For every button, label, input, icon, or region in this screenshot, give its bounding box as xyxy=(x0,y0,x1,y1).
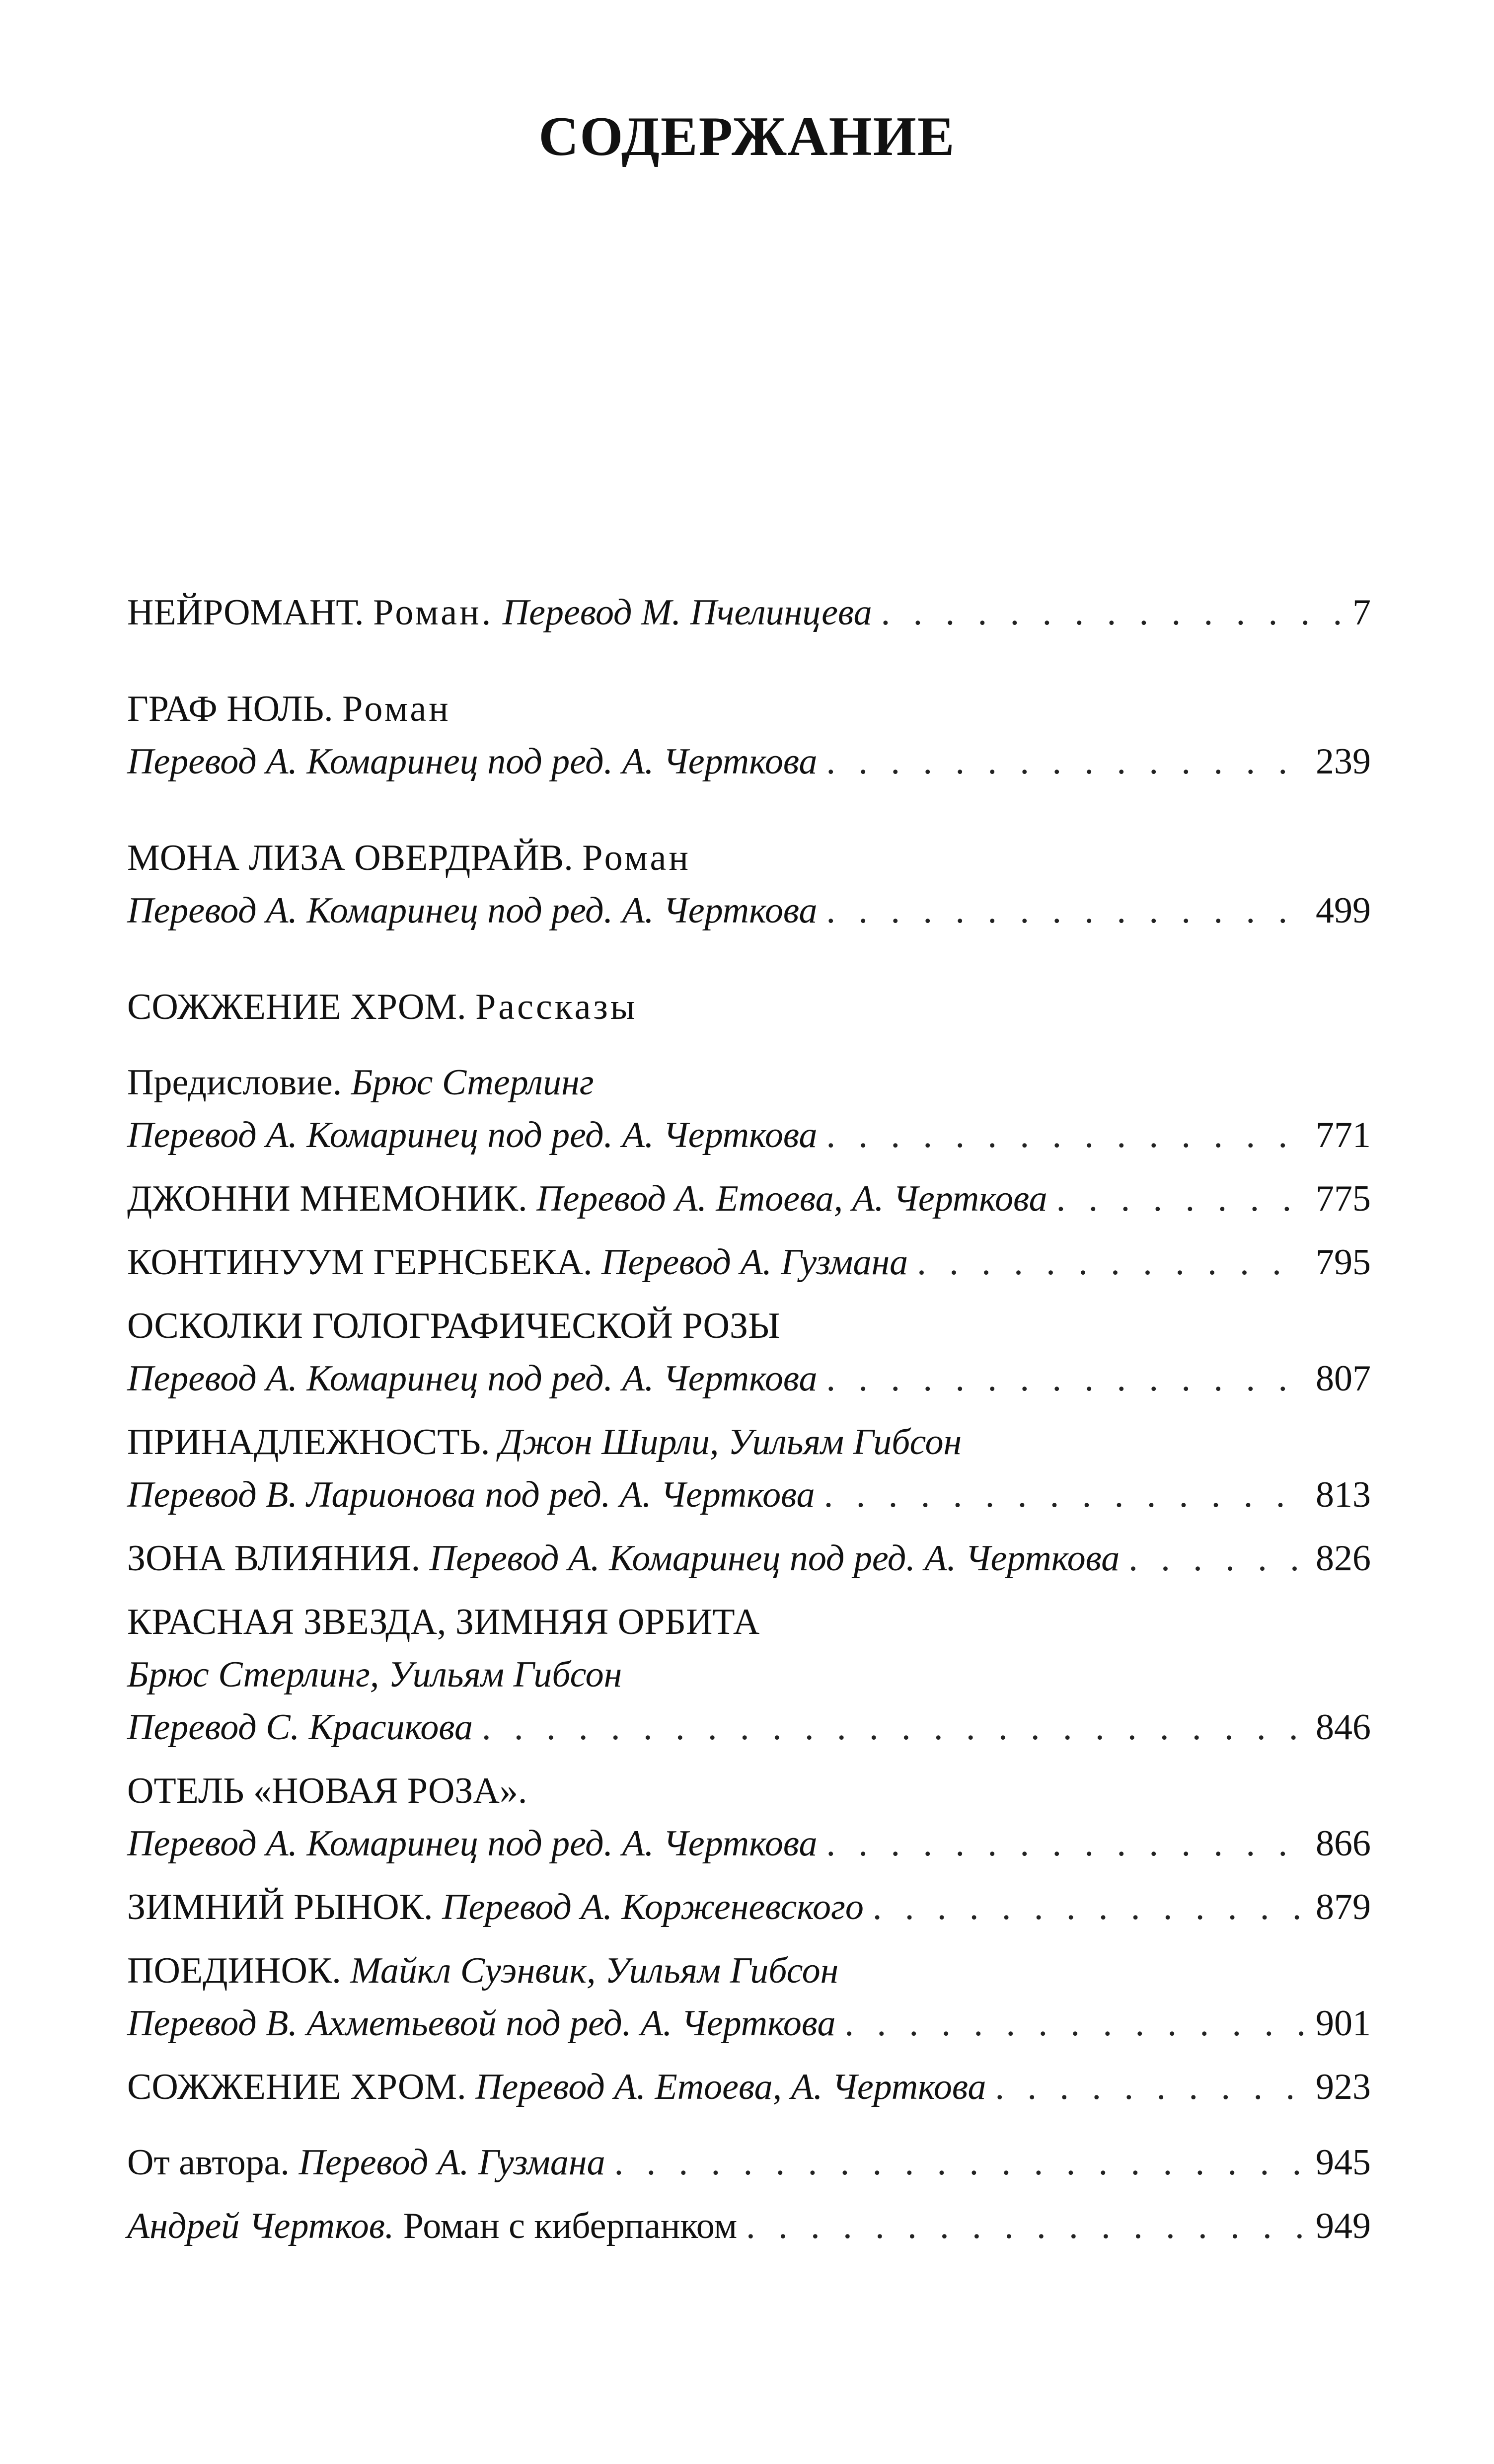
entry-page-number: 813 xyxy=(1316,1474,1371,1515)
toc-entry-winter-market[interactable] xyxy=(127,1883,1371,1931)
entry-title: ОСКОЛКИ ГОЛОГРАФИЧЕСКОЙ РОЗЫ xyxy=(127,1306,780,1346)
entry-title: ГРАФ НОЛЬ. xyxy=(127,689,333,729)
toc-entry-red-star[interactable] xyxy=(127,1598,1371,1646)
entry-author: Андрей Чертков. xyxy=(127,2206,394,2246)
toc-entry-johnny-mnemonic[interactable] xyxy=(127,1175,1371,1223)
entry-authors: Джон Ширли, Уильям Гибсон xyxy=(499,1422,962,1463)
dot-leader xyxy=(845,2000,1307,2047)
entry-page-number: 826 xyxy=(1316,1538,1371,1579)
entry-page-number: 879 xyxy=(1316,1887,1371,1927)
entry-title: НЕЙРОМАНТ. xyxy=(127,592,364,633)
toc-entry-dogfight[interactable] xyxy=(127,1947,1371,1995)
toc-entry-hologram-rose-translator[interactable] xyxy=(127,1355,1371,1402)
entry-title: СОЖЖЕНИЕ ХРОМ. xyxy=(127,2067,466,2107)
toc-entry-red-star-translator[interactable] xyxy=(127,1703,1371,1751)
entry-page-number: 499 xyxy=(1316,890,1371,931)
entry-page-number: 945 xyxy=(1316,2142,1371,2183)
toc-entry-dogfight-translator[interactable] xyxy=(127,2000,1371,2047)
toc-entry-burning-chrome[interactable] xyxy=(127,2063,1371,2111)
dot-leader xyxy=(826,1820,1307,1867)
entry-translator: Перевод А. Гузмана xyxy=(601,1242,908,1283)
entry-page-number: 901 xyxy=(1316,2003,1371,2044)
entry-genre: Роман xyxy=(582,838,691,878)
toc-entry-afterword[interactable] xyxy=(127,2202,1371,2250)
entry-translator: Перевод М. Пчелинцева xyxy=(502,592,872,633)
dot-leader xyxy=(826,738,1307,785)
entry-genre: Роман. xyxy=(373,592,494,633)
entry-title: МОНА ЛИЗА ОВЕРДРАЙВ. xyxy=(127,838,573,878)
entry-page-number: 846 xyxy=(1316,1707,1371,1748)
entry-translator: Перевод А. Комаринец под ред. А. Черткова xyxy=(127,1358,818,1399)
toc-entry-mona-lisa-translator[interactable] xyxy=(127,887,1371,934)
entry-translator: Перевод В. Ахметьевой под ред. А. Черткова xyxy=(127,2003,836,2044)
dot-leader xyxy=(1128,1535,1307,1582)
toc-entry-count-zero-translator[interactable] xyxy=(127,738,1371,785)
toc-entry-from-author[interactable] xyxy=(127,2139,1371,2186)
entry-page-number: 771 xyxy=(1316,1115,1371,1155)
entry-title: ЗИМНИЙ РЫНОК. xyxy=(127,1887,433,1927)
toc-entry-zone[interactable] xyxy=(127,1535,1371,1582)
entry-translator: Перевод В. Ларионова под ред. А. Черткова xyxy=(127,1474,815,1515)
section-title: СОЖЖЕНИЕ ХРОМ. xyxy=(127,987,466,1027)
entry-translator: Перевод А. Комаринец под ред. А. Черткова xyxy=(127,741,818,782)
dot-leader xyxy=(824,1471,1307,1519)
entry-authors: Брюс Стерлинг, Уильям Гибсон xyxy=(127,1654,622,1695)
toc-entry-red-star-authors[interactable] xyxy=(127,1651,1371,1698)
entry-page-number: 775 xyxy=(1316,1178,1371,1219)
toc-entry-belonging-translator[interactable] xyxy=(127,1471,1371,1519)
dot-leader xyxy=(482,1703,1307,1751)
toc-entry-count-zero[interactable] xyxy=(127,685,1371,733)
entry-translator: Перевод С. Красикова xyxy=(127,1707,473,1748)
dot-leader xyxy=(881,589,1344,636)
entry-translator: Перевод А. Комаринец под ред. А. Черткова xyxy=(429,1538,1120,1579)
entry-author: Брюс Стерлинг xyxy=(351,1062,594,1103)
dot-leader xyxy=(873,1883,1307,1931)
entry-translator: Перевод А. Етоева, А. Черткова xyxy=(475,2067,986,2107)
entry-title: КОНТИНУУМ ГЕРНСБЕКА. xyxy=(127,1242,593,1283)
entry-page-number: 239 xyxy=(1316,741,1371,782)
page-title: СОДЕРЖАНИЕ xyxy=(538,106,956,167)
dot-leader xyxy=(614,2139,1307,2186)
entry-page-number: 923 xyxy=(1316,2067,1371,2107)
entry-title: ДЖОННИ МНЕМОНИК. xyxy=(127,1178,527,1219)
entry-title: ЗОНА ВЛИЯНИЯ. xyxy=(127,1538,421,1579)
toc-entry-neuromancer[interactable] xyxy=(127,589,1371,636)
entry-translator: Перевод А. Гузмана xyxy=(299,2142,605,2183)
entry-translator: Перевод А. Етоева, А. Черткова xyxy=(536,1178,1047,1219)
toc-entry-new-rose-translator[interactable] xyxy=(127,1820,1371,1867)
dot-leader xyxy=(746,2202,1307,2250)
entry-page-number: 7 xyxy=(1352,592,1371,633)
entry-page-number: 949 xyxy=(1316,2206,1371,2246)
dot-leader xyxy=(1056,1175,1307,1223)
entry-translator: Перевод А. Комаринец под ред. А. Черткова xyxy=(127,1823,818,1864)
toc-section-burning-chrome xyxy=(127,983,1371,1031)
dot-leader xyxy=(917,1238,1307,1286)
entry-translator: Перевод А. Комаринец под ред. А. Черткова xyxy=(127,890,818,931)
dot-leader xyxy=(826,1111,1307,1159)
dot-leader xyxy=(826,1355,1307,1402)
toc-entry-gernsback[interactable] xyxy=(127,1238,1371,1286)
entry-page-number: 807 xyxy=(1316,1358,1371,1399)
entry-title: ПРИНАДЛЕЖНОСТЬ. xyxy=(127,1422,490,1463)
toc-entry-preface[interactable] xyxy=(127,1059,1371,1106)
dot-leader xyxy=(826,887,1307,934)
entry-page-number: 866 xyxy=(1316,1823,1371,1864)
entry-title: Предисловие. xyxy=(127,1062,342,1103)
entry-title: КРАСНАЯ ЗВЕЗДА, ЗИМНЯЯ ОРБИТА xyxy=(127,1602,760,1642)
entry-page-number: 795 xyxy=(1316,1242,1371,1283)
toc-entry-belonging[interactable] xyxy=(127,1418,1371,1466)
toc-entry-new-rose[interactable] xyxy=(127,1767,1371,1815)
toc-entry-hologram-rose[interactable] xyxy=(127,1302,1371,1350)
entry-title: ОТЕЛЬ «НОВАЯ РОЗА». xyxy=(127,1771,527,1811)
entry-genre: Роман xyxy=(342,689,451,729)
entry-title: От автора. xyxy=(127,2142,290,2183)
entry-title: ПОЕДИНОК. xyxy=(127,1950,341,1991)
entry-title: Роман с киберпанком xyxy=(403,2206,738,2246)
section-genre: Рассказы xyxy=(475,987,638,1027)
entry-translator: Перевод А. Комаринец под ред. А. Черткова xyxy=(127,1115,818,1155)
toc-entry-preface-translator[interactable] xyxy=(127,1111,1371,1159)
entry-translator: Перевод А. Корженевского xyxy=(442,1887,864,1927)
dot-leader xyxy=(995,2063,1307,2111)
toc-entry-mona-lisa[interactable] xyxy=(127,834,1371,882)
entry-authors: Майкл Суэнвик, Уильям Гибсон xyxy=(350,1950,839,1991)
table-of-contents xyxy=(127,589,1371,2250)
